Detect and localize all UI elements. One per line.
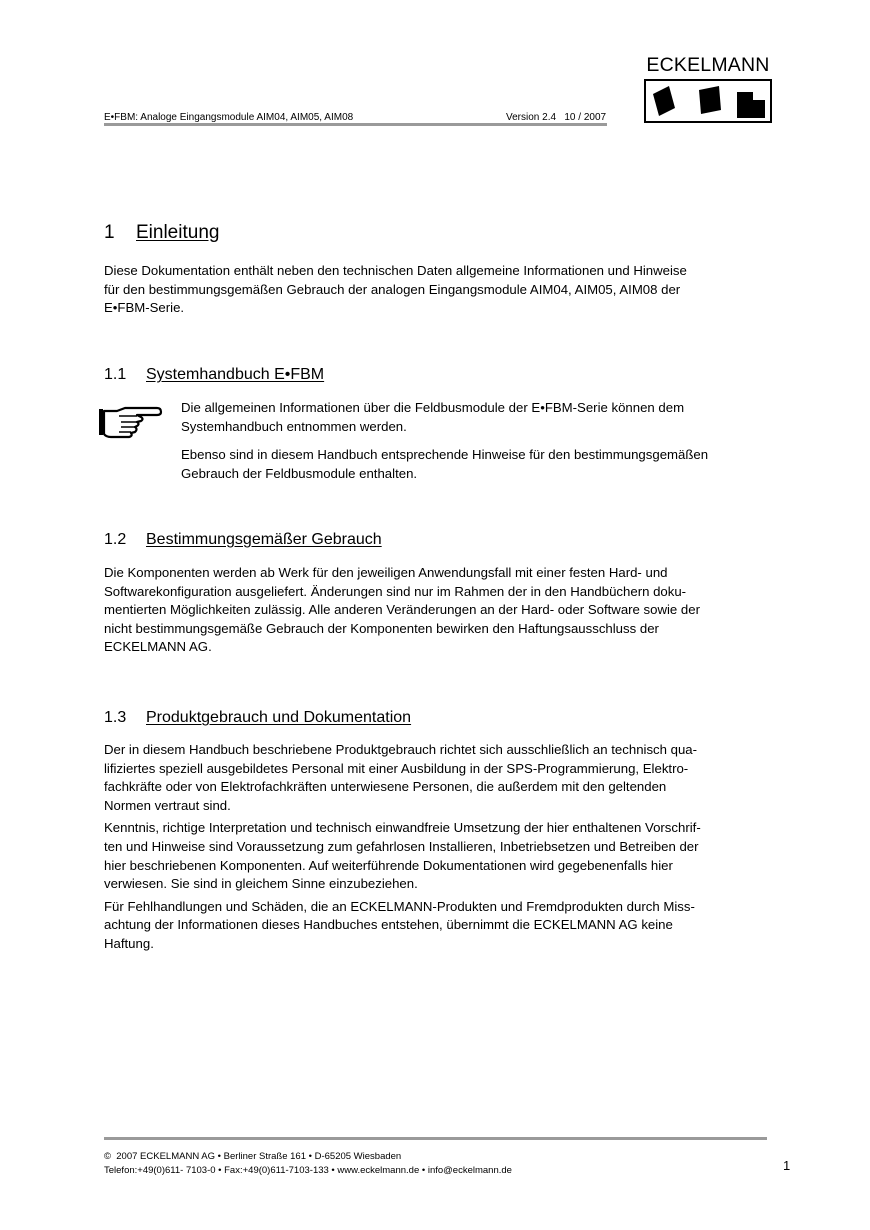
footer-address: © 2007 ECKELMANN AG • Berliner Straße 161 • D-65205 Wiesbaden (104, 1151, 402, 1162)
text-line: Kenntnis, richtige Interpretation und technisch einwandfreie Umsetzung der hier enthaltenen Vorschrif- (104, 820, 701, 836)
text-line: Der in diesem Handbuch beschriebene Produktgebrauch richtet sich ausschließlich an technisch qua- (104, 742, 698, 757)
text-line: fachkräfte oder von Elektrofachkräften unterwiesene Personen, die außerdem mit den geltenden (104, 779, 667, 795)
text-line: Gebrauch der Feldbusmodule enthalten. (181, 465, 418, 481)
heading-title: Einleitung (136, 222, 220, 243)
text-line: Ebenso sind in diesem Handbuch entsprechende Hinweise für den bestimmungsgemäßen (181, 447, 709, 463)
text-line: Für Fehlhandlungen und Schäden, die an ECKELMANN-Produkten und Fremdprodukten durch Miss- (104, 898, 695, 914)
heading-title: Systemhandbuch E•FBM (146, 366, 325, 383)
footer-rule (104, 1137, 767, 1140)
product-use-block (104, 741, 784, 954)
text-line: verwiesen. Sie sind in gleichem Sinne einzubeziehen. (104, 876, 418, 892)
text-line: für den bestimmungsgemäßen Gebrauch der analogen Eingangsmodule AIM04, AIM05, AIM08 der (104, 281, 681, 297)
heading-title: Produktgebrauch und Dokumentation (146, 709, 412, 726)
note-block (181, 399, 781, 483)
header-title: E•FBM: Analoge Eingangsmodule AIM04, AIM05, AIM08 (104, 112, 354, 123)
heading-number: 1.1 (104, 366, 127, 383)
intro-paragraph (104, 262, 784, 318)
text-line: ten und Hinweise sind Voraussetzung zum gefahrlosen Installieren, Inbetriebsetzen und Betreiben der (104, 838, 699, 854)
text-line: Systemhandbuch entnommen werden. (181, 418, 407, 434)
header-version: Version 2.4 10 / 2007 (506, 112, 607, 123)
text-line: Diese Dokumentation enthält neben den technischen Daten allgemeine Informationen und Hinweise (104, 263, 687, 278)
heading-number: 1 (104, 222, 115, 243)
text-line: Die Komponenten werden ab Werk für den jeweiligen Anwendungsfall mit einer festen Hard- und (104, 565, 668, 580)
text-line: achtung der Informationen dieses Handbuches entstehen, übernimmt die ECKELMANN AG keine (104, 917, 673, 933)
text-line: Softwarekonfiguration ausgeliefert. Änderungen sind nur im Rahmen der in den Handbüchern doku- (104, 583, 687, 599)
heading-1-1 (104, 366, 324, 384)
header-rule (104, 123, 607, 126)
heading-1-3 (104, 709, 411, 727)
text-line: nicht bestimmungsgemäße Gebrauch der Komponenten bewirken den Haftungsausschluss der (104, 620, 659, 636)
page-number: 1 (783, 1158, 791, 1173)
heading-title: Bestimmungsgemäßer Gebrauch (146, 531, 382, 548)
heading-1-2 (104, 531, 382, 549)
heading-number: 1.2 (104, 531, 127, 548)
heading-1 (104, 222, 219, 244)
logo-squares-icon (643, 78, 773, 124)
usage-paragraph (104, 564, 784, 657)
text-line: mentierten Möglichkeiten zulässig. Alle anderen Veränderungen an der Hard- oder Software sowie der (104, 602, 700, 618)
text-line: hier beschriebenen Komponenten. Auf weiterführende Dokumentationen wird gegebenenfalls hier (104, 857, 673, 873)
text-line: Normen vertraut sind. (104, 797, 231, 813)
pointing-hand-icon (97, 405, 163, 441)
text-line: Die allgemeinen Informationen über die Feldbusmodule der E•FBM-Serie können dem (181, 400, 685, 415)
heading-number: 1.3 (104, 709, 127, 726)
logo-wordmark: ECKELMANN (646, 54, 770, 76)
text-line: E•FBM-Serie. (104, 300, 185, 316)
footer-contact: Telefon:+49(0)611- 7103-0 • Fax:+49(0)611-7103-133 • www.eckelmann.de • info@eckelmann.de (104, 1165, 512, 1176)
text-line: ECKELMANN AG. (104, 639, 212, 655)
eckelmann-logo (643, 54, 773, 124)
text-line: Haftung. (104, 935, 154, 951)
text-line: lifiziertes speziell ausgebildetes Personal mit einer Ausbildung in der SPS-Programmierung, Elektro- (104, 760, 689, 776)
